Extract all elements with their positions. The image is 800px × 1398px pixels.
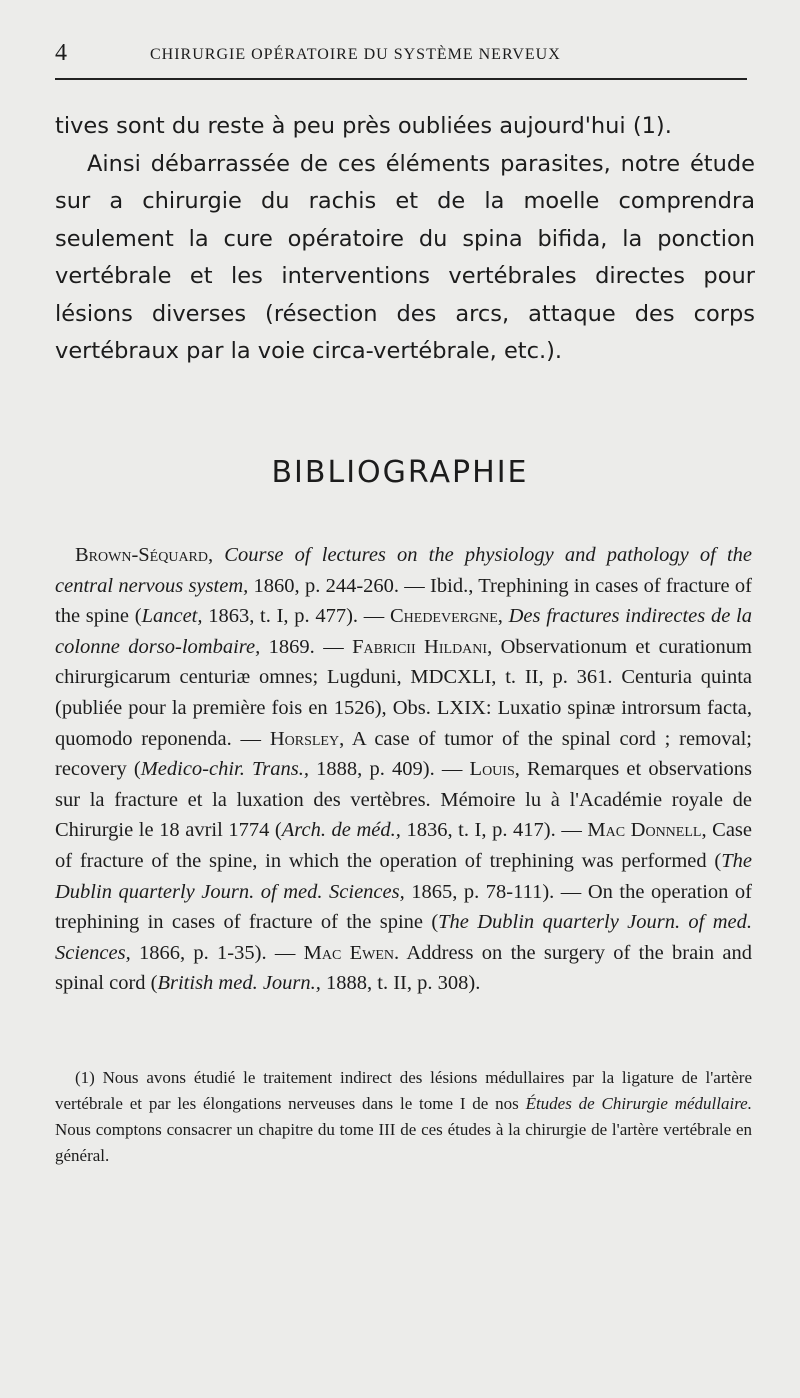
footnote-text: (1) Nous avons étudié le traitement indirect des lésions médullaires par la ligature de l'artère vertébrale et par les élongations nerveuses dans le tome I de nos — [55, 1068, 752, 1113]
header-rule — [55, 78, 747, 80]
work-title: British med. Journ., — [157, 972, 321, 995]
author-name: Brown-Séquard, — [75, 544, 214, 566]
author-name: Fabricii Hildani, — [352, 635, 493, 658]
reference-text: 1869. — — [260, 635, 353, 658]
author-name: Louis, — [469, 758, 520, 781]
work-title: Lancet, — [141, 605, 203, 628]
reference-text: 1863, t. I, p. 477). — — [202, 605, 390, 628]
work-title: The Dublin quarterly Journ. of med. Sciences, — [55, 911, 752, 964]
reference-text: 1865, p. 78-111). — On the operation of trephining in cases of fracture of the spine ( — [55, 880, 752, 934]
reference-text: Case of fracture of the spine, in which the operation of trephining was performed ( — [55, 819, 753, 872]
reference-text: 1860, p. 244-260. — Ibid., Trephining in cases of fracture of the spine ( — [55, 574, 752, 628]
footnote-text: Nous comptons consacrer un chapitre du tome III de ces études à la chirurgie de l'artère vertébrale en général. — [55, 1120, 752, 1165]
running-title: CHIRURGIE OPÉRATOIRE DU SYSTÈME NERVEUX — [150, 46, 561, 63]
reference-text: 1888, p. 409). — — [309, 758, 470, 781]
footnote — [55, 1065, 752, 1169]
reference-text: Remarques et observations sur la fracture et la luxation des vertèbres. Mémoire lu à l'Académie royale de Chirurgie le 18 avril 1774 ( — [55, 758, 753, 842]
reference-text: Observationum et curationum chirurgicarum centuriæ omnes; Lugduni, MDCXLI, t. II, p. 361. Centuria quinta (publiée pour la première fois en 1526), Obs. LXIX: Luxatio spinæ introrsum facta, quomodo reponenda. — — [55, 635, 753, 750]
reference-text: 1866, p. 1-35). — — [130, 941, 304, 964]
author-name: Chedevergne, — [389, 605, 503, 628]
intro-paragraph: Ainsi débarrassée de ces éléments parasites, notre étude sur a chirurgie du rachis et de la moelle comprendra seulement la cure opératoire du spina bifida, la ponction vertébrale et les interventions vertébrales directes pour lésions diverses (résection des arcs, attaque des corps vertébraux par la voie circa-vertébrale, etc.). — [55, 150, 755, 364]
reference-text: Address on the surgery of the brain and spinal cord ( — [55, 941, 753, 995]
author-name: Mac Ewen. — [303, 941, 400, 964]
work-title: Medico-chir. Trans., — [140, 758, 310, 781]
reference-text: 1836, t. I, p. 417). — — [400, 819, 588, 842]
intro-text — [55, 108, 755, 371]
author-name: Mac Donnell, — [587, 819, 707, 842]
intro-paragraph-continued: tives sont du reste à peu près oubliées aujourd'hui (1). — [55, 113, 672, 139]
bibliography-heading: BIBLIOGRAPHIE — [271, 455, 529, 490]
reference-text: A case of tumor of the spinal cord ; removal; recovery ( — [55, 727, 752, 781]
reference-text: 1888, t. II, p. 308). — [320, 972, 481, 995]
work-title: Course of lectures on the physiology and pathology of the central nervous system, — [55, 544, 753, 597]
work-title: Arch. de méd., — [281, 819, 401, 842]
page-header — [55, 38, 755, 70]
work-title: The Dublin quarterly Journ. of med. Sciences, — [55, 849, 752, 903]
work-title: Des fractures indirectes de la colonne dorso-lombaire, — [55, 605, 752, 658]
bibliography-entries — [55, 540, 752, 999]
page-number: 4 — [55, 40, 67, 66]
work-title: Études de Chirurgie médullaire. — [525, 1094, 752, 1113]
author-name: Horsley, — [269, 727, 345, 750]
